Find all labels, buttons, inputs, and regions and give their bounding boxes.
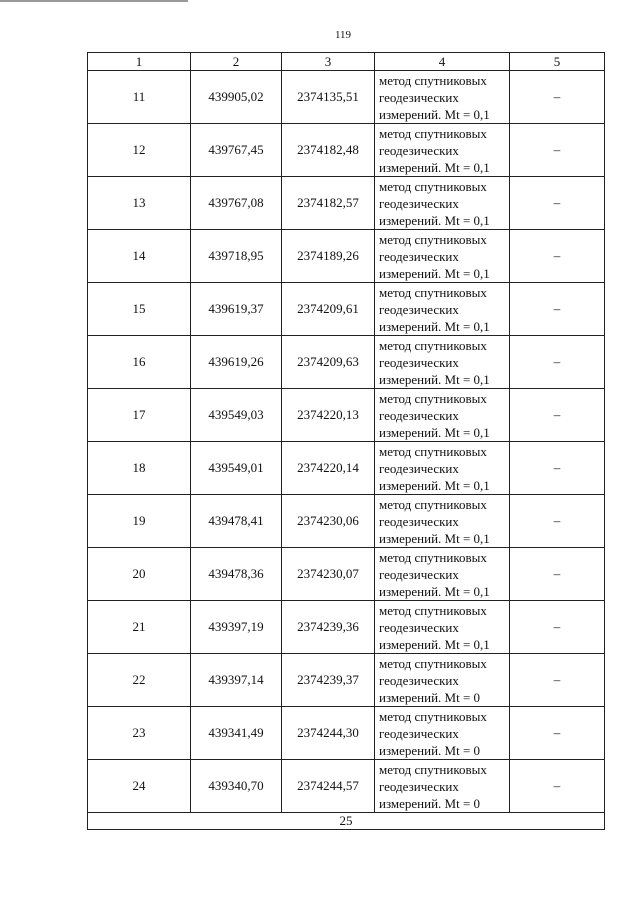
coordinates-table [87,52,605,830]
point-number-cell: 21 [88,601,191,654]
method-line: метод спутниковых [379,284,487,300]
x-coordinate-cell: 439341,49 [191,707,282,760]
note-cell: – [510,548,605,601]
note-cell: – [510,124,605,177]
method-line: геодезических [379,778,459,794]
method-line: измерений. Mt = 0,1 [379,318,490,334]
method-line: измерений. Mt = 0,1 [379,424,490,440]
method-line: измерений. Mt = 0,1 [379,106,490,122]
method-line: метод спутниковых [379,602,487,618]
column-header-4: 4 [375,53,510,71]
y-coordinate-cell: 2374135,51 [282,71,375,124]
x-coordinate-cell: 439905,02 [191,71,282,124]
column-header-2: 2 [191,53,282,71]
table-row [88,548,605,601]
note-cell: – [510,654,605,707]
point-number-cell: 15 [88,283,191,336]
x-coordinate-cell: 439619,26 [191,336,282,389]
method-line: измерений. Mt = 0,1 [379,371,490,387]
table-row [88,601,605,654]
x-coordinate-cell: 439619,37 [191,283,282,336]
method-line: геодезических [379,460,459,476]
table-row [88,442,605,495]
method-line: метод спутниковых [379,496,487,512]
y-coordinate-cell: 2374239,37 [282,654,375,707]
method-line: геодезических [379,142,459,158]
page-number: 119 [334,29,352,41]
method-cell [375,389,510,442]
note-cell: – [510,230,605,283]
method-line: геодезических [379,566,459,582]
method-cell [375,442,510,495]
table-footer [88,813,605,830]
scan-edge-mark [0,0,188,2]
note-cell: – [510,177,605,230]
table-row [88,654,605,707]
table-row [88,336,605,389]
method-line: метод спутниковых [379,72,487,88]
method-line: геодезических [379,513,459,529]
method-line: измерений. Mt = 0,1 [379,477,490,493]
method-cell [375,71,510,124]
x-coordinate-cell: 439478,36 [191,548,282,601]
column-header-5: 5 [510,53,605,71]
method-cell [375,760,510,813]
table-row [88,495,605,548]
x-coordinate-cell: 439397,19 [191,601,282,654]
method-cell [375,495,510,548]
method-line: измерений. Mt = 0,1 [379,212,490,228]
method-cell [375,177,510,230]
method-line: геодезических [379,301,459,317]
point-number-cell: 23 [88,707,191,760]
method-line: метод спутниковых [379,549,487,565]
method-line: геодезических [379,89,459,105]
method-line: измерений. Mt = 0,1 [379,265,490,281]
method-line: геодезических [379,248,459,264]
method-line: измерений. Mt = 0 [379,689,481,705]
x-coordinate-cell: 439397,14 [191,654,282,707]
point-number-cell: 13 [88,177,191,230]
method-cell [375,707,510,760]
y-coordinate-cell: 2374230,07 [282,548,375,601]
method-cell [375,654,510,707]
table-row [88,177,605,230]
point-number-cell: 19 [88,495,191,548]
point-number-cell: 22 [88,654,191,707]
note-cell: – [510,283,605,336]
note-cell: – [510,760,605,813]
method-line: метод спутниковых [379,390,487,406]
point-number-cell: 14 [88,230,191,283]
point-number-cell: 11 [88,71,191,124]
y-coordinate-cell: 2374220,13 [282,389,375,442]
y-coordinate-cell: 2374230,06 [282,495,375,548]
method-cell [375,548,510,601]
y-coordinate-cell: 2374182,57 [282,177,375,230]
table-row [88,389,605,442]
y-coordinate-cell: 2374209,61 [282,283,375,336]
method-line: измерений. Mt = 0,1 [379,530,490,546]
x-coordinate-cell: 439549,01 [191,442,282,495]
note-cell: – [510,442,605,495]
method-line: метод спутниковых [379,708,487,724]
table-row [88,124,605,177]
method-cell [375,283,510,336]
note-cell: – [510,389,605,442]
note-cell: – [510,71,605,124]
x-coordinate-cell: 439478,41 [191,495,282,548]
note-cell: – [510,601,605,654]
method-line: измерений. Mt = 0 [379,795,481,811]
method-cell [375,124,510,177]
footer-row [88,813,605,830]
method-line: измерений. Mt = 0 [379,742,481,758]
x-coordinate-cell: 439718,95 [191,230,282,283]
table-row [88,230,605,283]
method-line: метод спутниковых [379,761,487,777]
y-coordinate-cell: 2374220,14 [282,442,375,495]
point-number-cell: 12 [88,124,191,177]
column-header-1: 1 [88,53,191,71]
table-row [88,71,605,124]
point-number-cell: 16 [88,336,191,389]
y-coordinate-cell: 2374182,48 [282,124,375,177]
method-cell [375,601,510,654]
method-line: геодезических [379,195,459,211]
y-coordinate-cell: 2374239,36 [282,601,375,654]
header-row [88,53,605,71]
x-coordinate-cell: 439549,03 [191,389,282,442]
note-cell: – [510,495,605,548]
y-coordinate-cell: 2374189,26 [282,230,375,283]
method-line: метод спутниковых [379,337,487,353]
y-coordinate-cell: 2374244,30 [282,707,375,760]
point-number-cell: 24 [88,760,191,813]
point-number-cell: 20 [88,548,191,601]
footer-point-number: 25 [88,813,605,830]
method-line: измерений. Mt = 0,1 [379,636,490,652]
method-line: метод спутниковых [379,125,487,141]
method-line: метод спутниковых [379,178,487,194]
note-cell: – [510,707,605,760]
method-line: геодезических [379,672,459,688]
method-line: метод спутниковых [379,655,487,671]
table-header [88,53,605,71]
method-line: геодезических [379,725,459,741]
y-coordinate-cell: 2374244,57 [282,760,375,813]
x-coordinate-cell: 439767,45 [191,124,282,177]
method-line: метод спутниковых [379,231,487,247]
method-cell [375,336,510,389]
method-line: измерений. Mt = 0,1 [379,159,490,175]
method-line: геодезических [379,354,459,370]
point-number-cell: 18 [88,442,191,495]
point-number-cell: 17 [88,389,191,442]
column-header-3: 3 [282,53,375,71]
method-line: измерений. Mt = 0,1 [379,583,490,599]
y-coordinate-cell: 2374209,63 [282,336,375,389]
table-row [88,760,605,813]
method-cell [375,230,510,283]
x-coordinate-cell: 439767,08 [191,177,282,230]
x-coordinate-cell: 439340,70 [191,760,282,813]
method-line: метод спутниковых [379,443,487,459]
table-row [88,707,605,760]
table-row [88,283,605,336]
method-line: геодезических [379,407,459,423]
method-line: геодезических [379,619,459,635]
note-cell: – [510,336,605,389]
table-body [88,71,605,813]
